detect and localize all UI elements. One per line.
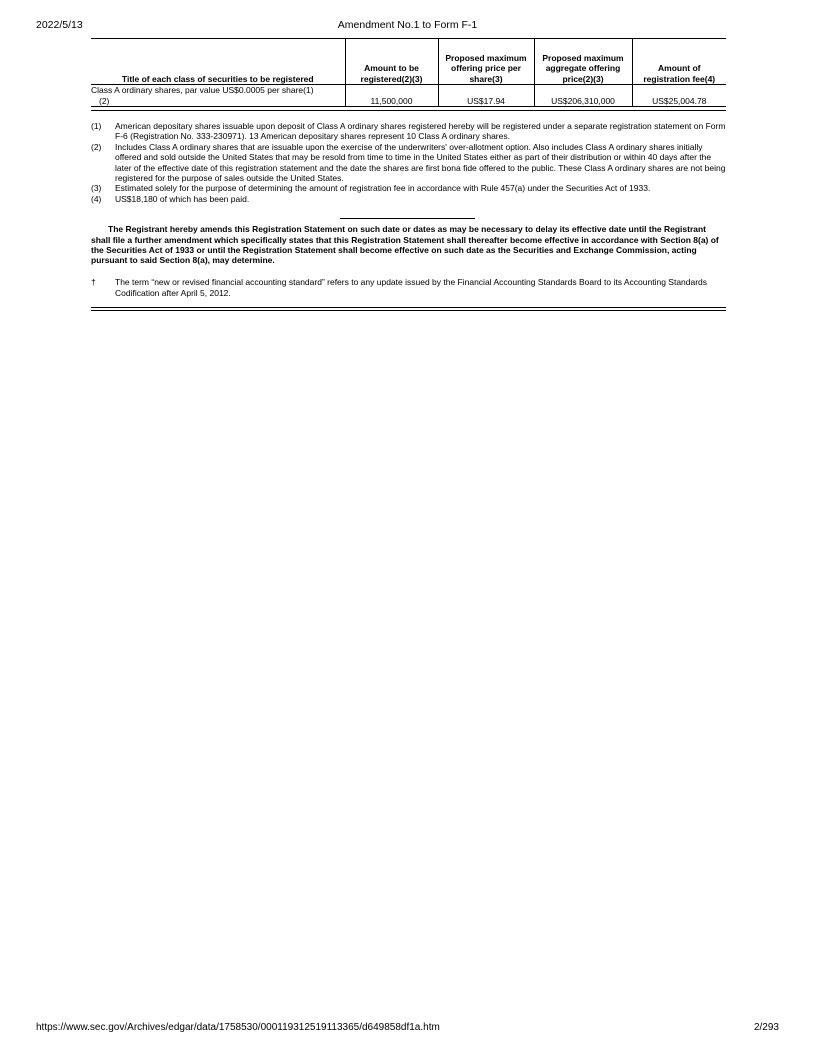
column-header-price-per-share: Proposed maximum offering price per share(3)	[438, 39, 534, 85]
page-number: 2/293	[753, 1022, 779, 1033]
footnote-text: US$18,180 of which has been paid.	[115, 193, 250, 204]
cell-amount: 11,500,000	[345, 85, 438, 107]
footnote-item	[91, 183, 726, 193]
registration-fee-table	[91, 38, 726, 107]
cell-registration-fee: US$25,004.78	[632, 85, 726, 107]
table-row	[91, 85, 726, 107]
table-header-row	[91, 39, 726, 85]
document-title: Amendment No.1 to Form F-1	[337, 19, 478, 31]
cell-security-title	[91, 85, 345, 107]
dagger-symbol: †	[91, 277, 96, 288]
section-divider	[340, 218, 475, 219]
footnote-number: (4)	[91, 193, 102, 204]
page-end-double-rule	[91, 307, 726, 311]
footnote-number: (2)	[91, 141, 102, 152]
page-content	[91, 38, 726, 311]
dagger-footnote	[91, 277, 726, 298]
security-title-text: Class A ordinary shares, par value US$0.0005 per share(1)	[91, 85, 314, 95]
footnote-text: Includes Class A ordinary shares that are issuable upon the exercise of the underwriters' over-allotment option. Also includes Class A ordinary shares initially offered and sold outside the United States that may be resold from time to time in the United States either as part of their distribution or within 40 days after the later of the effective date of this registration statement and the date the shares are first bona fide offered to the public. These Class A ordinary shares are not being registered for the purpose of sales outside the United States.	[115, 141, 726, 184]
column-header-title: Title of each class of securities to be registered	[91, 39, 345, 85]
footnote-item	[91, 194, 726, 204]
dagger-footnote-text: The term “new or revised financial accounting standard” refers to any update issued by the Financial Accounting Standards Board to its Accounting Standards Codification after April 5, 2012.	[115, 277, 708, 298]
source-url: https://www.sec.gov/Archives/edgar/data/1758530/000119312519113365/d649858df1a.htm	[36, 1022, 440, 1033]
footnotes	[91, 121, 726, 204]
registrant-delaying-amendment-statement: The Registrant hereby amends this Registration Statement on such date or dates as may be necessary to delay its effective date until the Registrant shall file a further amendment which specifically states that this Registration Statement shall thereafter become effective in accordance with Section 8(a) of the Securities Act of 1933 or until the Registration Statement shall become effective on such date as the Securities and Exchange Commission, acting pursuant to said Section 8(a), may determine.	[91, 224, 719, 266]
table-bottom-rule	[91, 110, 726, 111]
print-date: 2022/5/13	[36, 19, 83, 31]
footnote-number: (3)	[91, 183, 102, 194]
cell-price-per-share: US$17.94	[438, 85, 534, 107]
column-header-aggregate-price: Proposed maximum aggregate offering price(2)(3)	[534, 39, 632, 85]
security-title-footnote: (2)	[99, 95, 110, 106]
column-header-amount: Amount to be registered(2)(3)	[345, 39, 438, 85]
footnote-item	[91, 142, 726, 184]
footnote-number: (1)	[91, 121, 102, 131]
column-header-registration-fee: Amount of registration fee(4)	[632, 39, 726, 85]
footnote-item	[91, 121, 726, 142]
footnote-text: American depositary shares issuable upon deposit of Class A ordinary shares registered hereby will be registered under a separate registration statement on Form F-6 (Registration No. 333-230971). 13 American depositary shares represent 10 Class A ordinary shares.	[115, 121, 726, 142]
footnote-text: Estimated solely for the purpose of determining the amount of registration fee in accordance with Rule 457(a) under the Securities Act of 1933.	[115, 183, 651, 194]
cell-aggregate-price: US$206,310,000	[534, 85, 632, 107]
